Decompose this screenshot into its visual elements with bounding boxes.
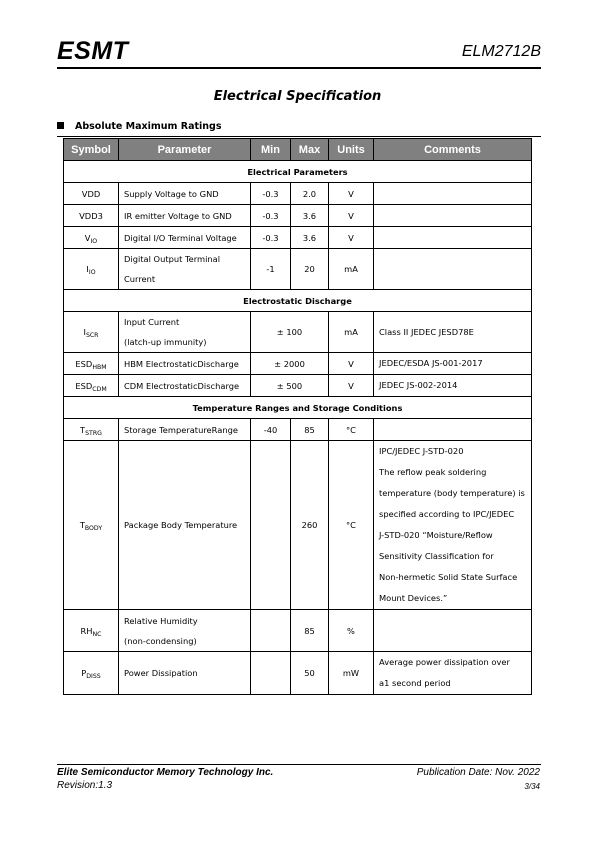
max-cell: 3.6 [291,227,329,249]
min-cell: -1 [251,249,291,290]
comments-cell: Average power dissipation over a1 second period [374,652,532,695]
group-row [64,397,532,419]
column-header-max: Max [291,139,329,161]
table-row [64,419,532,441]
square-bullet-icon [57,122,64,129]
header-divider [57,67,541,69]
table-row [64,249,532,290]
group-electrostatic-discharge: Electrostatic Discharge [64,290,532,312]
comments-cell [374,249,532,290]
footer-revision: Revision:1.3 [57,780,113,791]
min-cell [251,652,291,695]
symbol-cell: $T_{STRG}$ [64,419,119,441]
column-header-parameter: Parameter [119,139,251,161]
units-cell: mW [329,652,374,695]
min-cell: -0.3 [251,183,291,205]
table-row [64,227,532,249]
column-header-min: Min [251,139,291,161]
comments-cell: IPC/JEDEC J-STD-020 The reflow peak soldering temperature (body temperature) is specified according to IPC/JEDEC J-STD-020 “Moisture/Reflow Sensitivity Classification for Non-hermetic Solid State Surface Mount Devices.” [374,441,532,610]
max-cell: 85 [291,419,329,441]
symbol-cell: VDD3 [64,205,119,227]
table-row [64,312,532,353]
part-number: ELM2712B [461,43,541,60]
column-header-units: Units [329,139,374,161]
section-divider [57,136,541,137]
units-cell: V [329,205,374,227]
symbol-cell: $ESD_{CDM}$ [64,375,119,397]
range-cell: ± 2000 [251,353,329,375]
comments-cell [374,205,532,227]
table-row [64,610,532,652]
table-row [64,205,532,227]
group-temperature-ranges: Temperature Ranges and Storage Conditions [64,397,532,419]
min-cell: -40 [251,419,291,441]
units-cell: °C [329,419,374,441]
parameter-cell: Digital Output Terminal Current [119,249,251,290]
max-cell: 2.0 [291,183,329,205]
parameter-cell: CDM ElectrostaticDischarge [119,375,251,397]
absolute-max-ratings-table [63,138,532,695]
parameter-cell: Power Dissipation [119,652,251,695]
units-cell: mA [329,249,374,290]
symbol-cell: VDD [64,183,119,205]
min-cell: -0.3 [251,205,291,227]
units-cell: V [329,227,374,249]
symbol-cell: $T_{BODY}$ [64,441,119,610]
section-heading [57,121,222,132]
comments-cell [374,227,532,249]
parameter-cell: Digital I/O Terminal Voltage [119,227,251,249]
symbol-cell: $V_{IO}$ [64,227,119,249]
units-cell: °C [329,441,374,610]
range-cell: ± 100 [251,312,329,353]
units-cell: % [329,610,374,652]
symbol-cell: $P_{DISS}$ [64,652,119,695]
units-cell: V [329,353,374,375]
comments-cell: JEDEC JS-002-2014 [374,375,532,397]
comments-cell: JEDEC/ESDA JS-001-2017 [374,353,532,375]
comments-cell [374,610,532,652]
footer-divider [57,764,541,765]
table-row [64,183,532,205]
group-row [64,161,532,183]
max-cell: 3.6 [291,205,329,227]
page-title: Electrical Specification [213,89,382,104]
symbol-cell: $I_{SCR}$ [64,312,119,353]
column-header-symbol: Symbol [64,139,119,161]
group-electrical-parameters: Electrical Parameters [64,161,532,183]
parameter-cell: Storage TemperatureRange [119,419,251,441]
units-cell: mA [329,312,374,353]
parameter-cell: IR emitter Voltage to GND [119,205,251,227]
group-row [64,290,532,312]
symbol-cell: $RH_{NC}$ [64,610,119,652]
min-cell: -0.3 [251,227,291,249]
company-logo: ESMT [57,37,129,65]
symbol-cell: $ESD_{HBM}$ [64,353,119,375]
footer-publication-date: Publication Date: Nov. 2022 [416,767,540,778]
symbol-cell: $I_{IO}$ [64,249,119,290]
section-heading-text: Absolute Maximum Ratings [75,121,222,132]
parameter-cell: Package Body Temperature [119,441,251,610]
units-cell: V [329,183,374,205]
min-cell [251,441,291,610]
table-row [64,375,532,397]
comments-cell [374,183,532,205]
max-cell: 20 [291,249,329,290]
parameter-cell: Supply Voltage to GND [119,183,251,205]
table-row [64,652,532,695]
units-cell: V [329,375,374,397]
min-cell [251,610,291,652]
max-cell: 260 [291,441,329,610]
footer-company: Elite Semiconductor Memory Technology Inc. [57,767,274,778]
parameter-cell: HBM ElectrostaticDischarge [119,353,251,375]
max-cell: 50 [291,652,329,695]
table-header-row [64,139,532,161]
parameter-cell: Relative Humidity (non-condensing) [119,610,251,652]
parameter-cell: Input Current (latch-up immunity) [119,312,251,353]
comments-cell [374,419,532,441]
comments-cell: Class II JEDEC JESD78E [374,312,532,353]
table-row [64,441,532,610]
range-cell: ± 500 [251,375,329,397]
max-cell: 85 [291,610,329,652]
table-row [64,353,532,375]
column-header-comments: Comments [374,139,532,161]
footer-page-number: 3/34 [524,782,540,791]
